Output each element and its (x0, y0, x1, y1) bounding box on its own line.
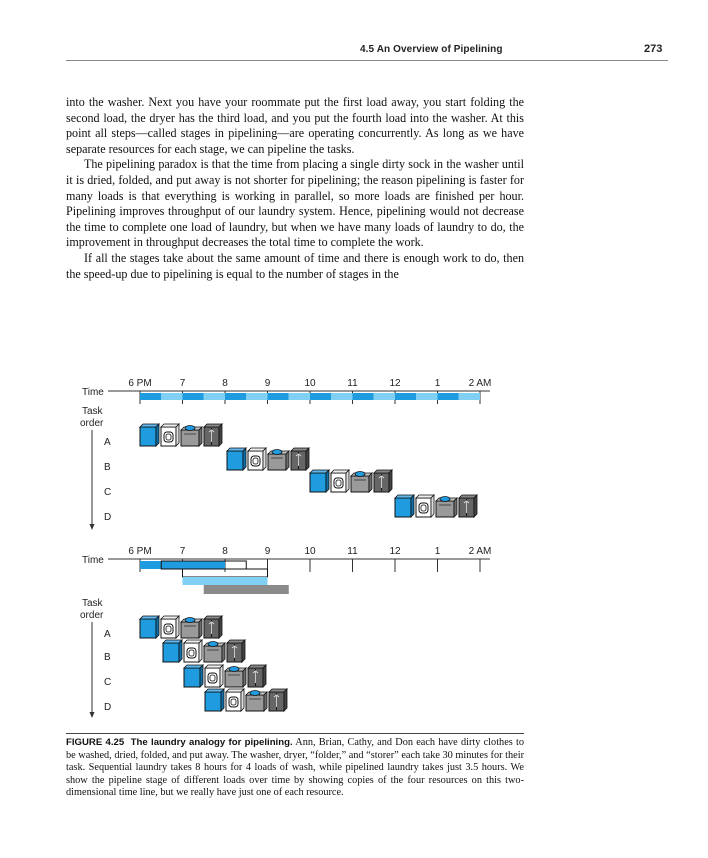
storer-icon (291, 448, 309, 470)
tick-label-1: 7 (179, 546, 186, 557)
tick-label-5: 11 (347, 546, 358, 557)
washer-icon (163, 640, 182, 662)
tick-label-1: 7 (179, 378, 186, 389)
sequential-slot-9 (331, 393, 352, 400)
dryer-icon (226, 689, 244, 711)
stage-icons-sequential (140, 424, 477, 517)
storer-icon (374, 470, 392, 492)
task-label-D: D (104, 512, 112, 523)
dryer-icon (416, 495, 434, 517)
timeline-bar-sequential (140, 393, 480, 400)
sequential-slot-11 (374, 393, 395, 400)
dryer-icon (248, 448, 266, 470)
sequential-slot-14 (438, 393, 459, 400)
task-label-B: B (104, 462, 111, 473)
sequential-slot-5 (246, 393, 267, 400)
tick-label-0: 6 PM (128, 546, 152, 557)
paragraph-3: If all the stages take about the same amount of time and there is enough work to do, then the speed-up due to pipelining is equal to the number of stages in the (66, 250, 524, 281)
washer-icon (395, 495, 414, 517)
pipeline-bar-row-3 (204, 585, 289, 594)
storer-icon (459, 495, 477, 517)
tick-label-2: 8 (222, 546, 228, 557)
task-label-D: D (104, 702, 112, 713)
pipeline-bar-row-1 (140, 561, 225, 569)
task-order-label-1-pipelined: Task (82, 598, 103, 609)
washer-icon (140, 424, 159, 446)
sequential-diagram (80, 378, 491, 530)
task-order-arrowhead-pipelined (90, 712, 95, 718)
task-order-label-1: Task (82, 406, 103, 417)
task-label-A: A (104, 629, 111, 640)
tick-label-4: 10 (304, 546, 316, 557)
folder-icon (246, 691, 267, 712)
tick-label-6: 12 (389, 378, 401, 389)
dryer-icon (161, 424, 179, 446)
storer-icon (248, 665, 266, 687)
caption-label: FIGURE 4.25 (66, 737, 125, 748)
folder-icon (351, 472, 372, 493)
task-order-arrowhead (90, 524, 95, 530)
tick-label-2: 8 (222, 378, 228, 389)
washer-icon (140, 616, 159, 638)
dryer-icon (184, 640, 202, 662)
paragraph-1: into the washer. Next you have your roommate put the first load away, you start folding the second load, the dryer has the third load, and you put the fourth load into the washer. At this point all steps—called stages in pipelining—are operating concurrently. As long as we have separate resources for each stage, we can pipeline the tasks. (66, 95, 524, 156)
sequential-slot-7 (289, 393, 310, 400)
sequential-slot-10 (353, 393, 374, 400)
tick-label-4: 10 (304, 378, 316, 389)
dryer-icon (205, 665, 223, 687)
sequential-slot-12 (395, 393, 416, 400)
task-label-C: C (104, 677, 112, 688)
tick-label-3: 9 (264, 546, 271, 557)
washer-icon (310, 470, 329, 492)
task-labels-sequential (104, 437, 111, 523)
folder-icon (225, 667, 246, 688)
pipelined-diagram (80, 546, 491, 718)
sequential-slot-2 (183, 393, 204, 400)
tick-label-7: 1 (434, 546, 441, 557)
sequential-slot-0 (140, 393, 161, 400)
storer-icon (204, 424, 222, 446)
storer-icon (204, 616, 222, 638)
sequential-slot-13 (416, 393, 437, 400)
task-label-B: B (104, 652, 111, 663)
task-label-A: A (104, 437, 111, 448)
sequential-slot-1 (161, 393, 182, 400)
washer-icon (227, 448, 246, 470)
task-label-C: C (104, 487, 112, 498)
folder-icon (181, 618, 202, 639)
tick-label-6: 12 (389, 546, 401, 557)
storer-icon (227, 640, 245, 662)
task-order-label-2: order (80, 418, 104, 429)
sequential-slot-4 (225, 393, 246, 400)
task-order-label-2-pipelined: order (80, 610, 104, 621)
sequential-slot-15 (459, 393, 480, 400)
caption-rule (66, 733, 524, 734)
dryer-icon (161, 616, 179, 638)
tick-label-8: 2 AM (468, 378, 492, 389)
folder-icon (204, 642, 225, 663)
page-number: 273 (644, 43, 663, 55)
figure-caption (66, 737, 524, 800)
task-labels-pipelined (104, 629, 111, 713)
tick-label-0: 6 PM (128, 378, 152, 389)
stage-icons-pipelined (140, 616, 287, 711)
tick-label-8: 2 AM (468, 546, 492, 557)
folder-icon (181, 426, 202, 447)
washer-icon (205, 689, 224, 711)
time-label-sequential: Time (82, 387, 104, 398)
tick-label-5: 11 (347, 378, 358, 389)
paragraph-2: The pipelining paradox is that the time from placing a single dirty sock in the washer until it is dried, folded, and put away is not shorter for pipelining; the reason pipelining is faster for many loads is that everything is working in parallel, so more loads are finished per hour. Pipelining improves throughput of our laundry system. Hence, pipelining would not decrease the time to complete one load of laundry, but when we have many loads of laundry to do, the improvement in throughput decreases the total time to complete the work. (66, 157, 524, 250)
tick-label-3: 9 (264, 378, 271, 389)
caption-title: The laundry analogy for pipelining. (130, 737, 293, 748)
caption-text: Ann, Brian, Cathy, and Don each have dirty clothes to be washed, dried, folded, and put away. The washer, dryer, “folder,” and “storer” each take 30 minutes for their task. Sequential laundry takes 8 hours for 4 loads of wash, while pipelined laundry takes just 3.5 hours. We show the pipeline stage of different loads over time by showing copies of the four resources on this two-dimensional time line, but we really have just one of each resource. (66, 737, 525, 799)
sequential-slot-3 (204, 393, 225, 400)
tick-label-7: 1 (434, 378, 441, 389)
time-label-pipelined: Time (82, 555, 104, 566)
folder-icon (268, 450, 289, 471)
storer-icon (269, 689, 287, 711)
washer-icon (184, 665, 203, 687)
folder-icon (436, 497, 457, 518)
sequential-slot-8 (310, 393, 331, 400)
timeline-bar-pipelined (140, 561, 289, 594)
sequential-slot-6 (268, 393, 289, 400)
pipeline-bar-row-2 (183, 577, 268, 585)
dryer-icon (331, 470, 349, 492)
running-header-section: 4.5 An Overview of Pipelining (360, 44, 503, 55)
